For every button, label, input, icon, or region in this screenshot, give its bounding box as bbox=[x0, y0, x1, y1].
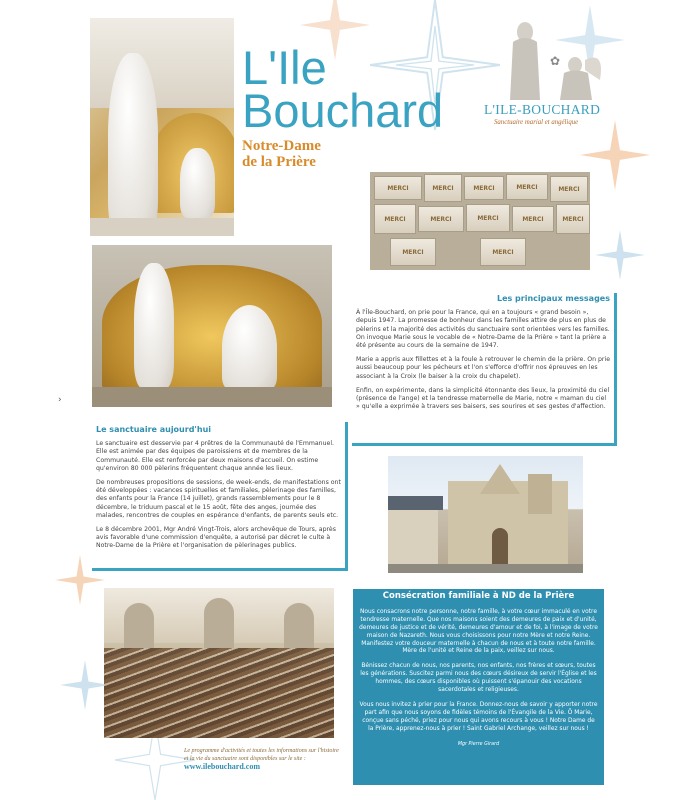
plaque: MERCI bbox=[418, 206, 464, 232]
subtitle-line-2: de la Prière bbox=[242, 154, 316, 170]
plaque: MERCI bbox=[374, 176, 422, 200]
star-decoration-icon bbox=[595, 230, 645, 280]
svg-text:✿: ✿ bbox=[550, 54, 561, 68]
church-photo bbox=[388, 456, 583, 573]
title-line-2: Bouchard bbox=[242, 84, 444, 137]
messages-paragraph-2: Marie a appris aux fillettes et à la foule à retrouver le chemin de la prière. On prie aussi beaucoup pour les pécheurs et l'on s'efforce d'offrir nos épreuves en les associant à la Croix (le baiser à la croix du chapelet). bbox=[356, 356, 611, 380]
logo-statues-icon bbox=[480, 20, 625, 102]
messages-box bbox=[352, 293, 617, 446]
sanctuaire-paragraph-1: Le sanctuaire est desservie par 4 prêtres de la Communauté de l'Emmanuel. Elle est animée par des équipes de paroissiens et de membres de la Communauté. Elle est renforcée par deux maisons d'accueil. On estime qu'environ 80 000 pèlerins fréquentent chaque année les lieux. bbox=[96, 440, 335, 472]
logo-tagline: Sanctuaire marial et angélique bbox=[494, 119, 579, 126]
sanctuaire-paragraph-2: De nombreuses propositions de sessions, de week-ends, de manifestations ont été développées : vacances spirituelles et familiales, pèlerinage des familles, des enfants pour la France (14 juillet), grands rassemblements pour le 8 décembre, le triduum pascal et le 15 août, fête des anges, journée des malades, rencontres de couples en espérance d'enfants, de parents seuls etc. bbox=[96, 479, 341, 519]
footer-note bbox=[184, 748, 344, 773]
plaque: MERCI bbox=[550, 176, 588, 202]
plaque: MERCI bbox=[506, 174, 548, 200]
consecration-paragraph-3: Vous nous invitez à prier pour la France. Donnez-nous de savoir y apporter notre part afin que nous soyons de fidèles témoins de l'Évangile de la Vie. Ô Marie, conçue sans péché, priez pour nous qui avons recours à vous ! Notre Dame de la Prière, apprenez-nous à prier ! Saint Gabriel Archange, veillez sur nous ! bbox=[359, 701, 598, 732]
page-title bbox=[242, 41, 444, 137]
plaque: MERCI bbox=[466, 204, 510, 232]
title-line-1: L'Ile bbox=[242, 41, 327, 94]
plaque: MERCI bbox=[390, 238, 436, 266]
consecration-paragraph-2: Bénissez chacun de nous, nos parents, nos enfants, nos frères et sœurs, toutes les générations. Suscitez parmi nous des cœurs désireux de servir l'Église et les hommes, des cœurs disponibles où puissent s'épanouir des vocations sacerdotales et religieuses. bbox=[360, 663, 597, 694]
consecration-title: Consécration familiale à ND de la Prière bbox=[382, 591, 575, 601]
star-decoration-icon bbox=[60, 640, 110, 730]
consecration-box bbox=[353, 589, 604, 785]
ex-voto-plaques-photo bbox=[370, 172, 590, 270]
plaque: MERCI bbox=[556, 204, 590, 234]
footer-text: Le programme d'activités et toutes les informations sur l'histoire et la vie du sanctuaire sont disponibles sur le site : bbox=[184, 748, 339, 762]
grotto-statues-photo bbox=[92, 245, 332, 407]
plaque: MERCI bbox=[374, 204, 416, 234]
consecration-paragraph-1: Nous consacrons notre personne, notre famille, à votre cœur immaculé en votre tendresse maternelle. Que nos maisons soient des demeures de paix et d'unité, demeures de justice et de vérité, demeures d'amour et de foi, à l'image de votre maison de Nazareth. Nous vous choisissons pour notre Mère et notre Reine. Manifestez votre douceur maternelle à chacun de nous et à toute notre famille. Mère de l'unité et Reine de la paix, veillez sur nous. bbox=[359, 608, 598, 655]
website-link[interactable]: www.ilebouchard.com bbox=[184, 762, 260, 771]
plaque: MERCI bbox=[512, 206, 554, 232]
messages-title: Les principaux messages bbox=[496, 294, 610, 303]
logo-name: L'ILE-BOUCHARD bbox=[484, 102, 601, 117]
crowd-interior-photo bbox=[104, 588, 334, 738]
page-subtitle bbox=[242, 138, 442, 170]
sanctuary-logo bbox=[480, 20, 625, 135]
statue-photo-top bbox=[90, 18, 234, 236]
sanctuaire-title: Le sanctuaire aujourd'hui bbox=[96, 425, 212, 434]
messages-paragraph-1: À l'Île-Bouchard, on prie pour la France, qui en a toujours « grand besoin », depuis 1947. La promesse de bonheur dans les familles attire de plus en plus de pèlerins et la majorité des activités du sanctuaire sont orientées vers les familles. On invoque Marie sous le vocable de « Notre-Dame de la Prière » tant la prière a été présente au cours de la semaine de 1947. bbox=[356, 309, 610, 350]
subtitle-line-1: Notre-Dame bbox=[242, 138, 321, 154]
sanctuaire-box bbox=[92, 422, 348, 571]
arrow-marker: › bbox=[58, 395, 62, 405]
plaque: MERCI bbox=[480, 238, 526, 266]
sanctuaire-paragraph-3: Le 8 décembre 2001, Mgr André Vingt-Trois, alors archevêque de Tours, après avis favorable d'une commission d'enquête, a autorisé par décret le culte à Notre-Dame de la Prière et l'organisation de pèlerinages publics. bbox=[96, 526, 336, 550]
plaque: MERCI bbox=[464, 176, 504, 200]
plaque: MERCI bbox=[424, 174, 462, 202]
messages-paragraph-3: Enfin, on expérimente, dans la simplicité étonnante des lieux, la proximité du ciel (présence de l'ange) et la tendresse maternelle de Marie, notre « maman du ciel » qu'elle a exprimée à travers ses baisers, ses sourires et ses gestes d'affection. bbox=[356, 386, 610, 411]
consecration-signature: Mgr Pierre Girard bbox=[457, 741, 500, 747]
